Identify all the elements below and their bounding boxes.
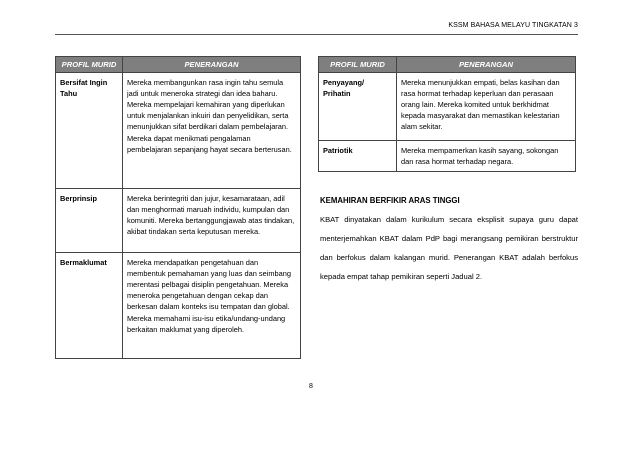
profile-table-right	[318, 56, 576, 172]
profile-name: Patriotik	[319, 141, 397, 172]
table-header-row	[319, 57, 576, 73]
profile-description: Mereka mempamerkan kasih sayang, sokongan dan rasa hormat terhadap negara.	[397, 141, 576, 172]
column-header-penerangan: PENERANGAN	[397, 57, 576, 73]
column-header-profil: PROFIL MURID	[56, 57, 123, 73]
profile-name: Bermaklumat	[56, 253, 123, 359]
profile-description: Mereka membangunkan rasa ingin tahu semula jadi untuk meneroka strategi dan idea baharu. Mereka mempelajari kemahiran yang diperlukan untuk menjalankan inkuiri dan penyelidikan, serta menunjukkan sifat berdikari dalam pembelajaran. Mereka dapat menikmati pengalaman pembelajaran sepanjang hayat secara berterusan.	[123, 73, 301, 189]
table-row	[56, 253, 301, 359]
profile-description: Mereka mendapatkan pengetahuan dan membentuk pemahaman yang luas dan seimbang merentasi pelbagai disiplin pengetahuan. Mereka meneroka pengetahuan dengan cekap dan berkesan dalam konteks isu tempatan dan global. Mereka memahami isu-isu etika/undang-undang berkaitan maklumat yang diperoleh.	[123, 253, 301, 359]
table-row	[56, 73, 301, 189]
table-header-row	[56, 57, 301, 73]
header-divider	[55, 34, 578, 35]
section-paragraph: KBAT dinyatakan dalam kurikulum secara eksplisit supaya guru dapat menterjemahkan KBAT dalam PdP bagi merangsang pemikiran berstruktur dan berfokus dalam kalangan murid. Penerangan KBAT adalah berfokus kepada empat tahap pemikiran seperti Jadual 2.	[320, 215, 578, 281]
column-header-penerangan: PENERANGAN	[123, 57, 301, 73]
column-header-profil: PROFIL MURID	[319, 57, 397, 73]
section-heading: KEMAHIRAN BERFIKIR ARAS TINGGI	[320, 196, 460, 205]
profile-name: Penyayang/ Prihatin	[319, 73, 397, 141]
profile-name: Berprinsip	[56, 189, 123, 253]
table-row	[56, 189, 301, 253]
profile-table-left	[55, 56, 301, 359]
table-row	[319, 141, 576, 172]
profile-name: Bersifat Ingin Tahu	[56, 73, 123, 189]
page-number: 8	[309, 383, 313, 390]
header-title: KSSM BAHASA MELAYU TINGKATAN 3	[448, 22, 578, 29]
profile-description: Mereka berintegriti dan jujur, kesamarataan, adil dan menghormati maruah individu, kumpulan dan komuniti. Mereka bertanggungjawab atas tindakan, akibat tindakan serta keputusan mereka.	[123, 189, 301, 253]
table-row	[319, 73, 576, 141]
profile-description: Mereka menunjukkan empati, belas kasihan dan rasa hormat terhadap keperluan dan perasaan orang lain. Mereka komited untuk berkhidmat kepada masyarakat dan memastikan kelestarian alam sekitar.	[397, 73, 576, 141]
